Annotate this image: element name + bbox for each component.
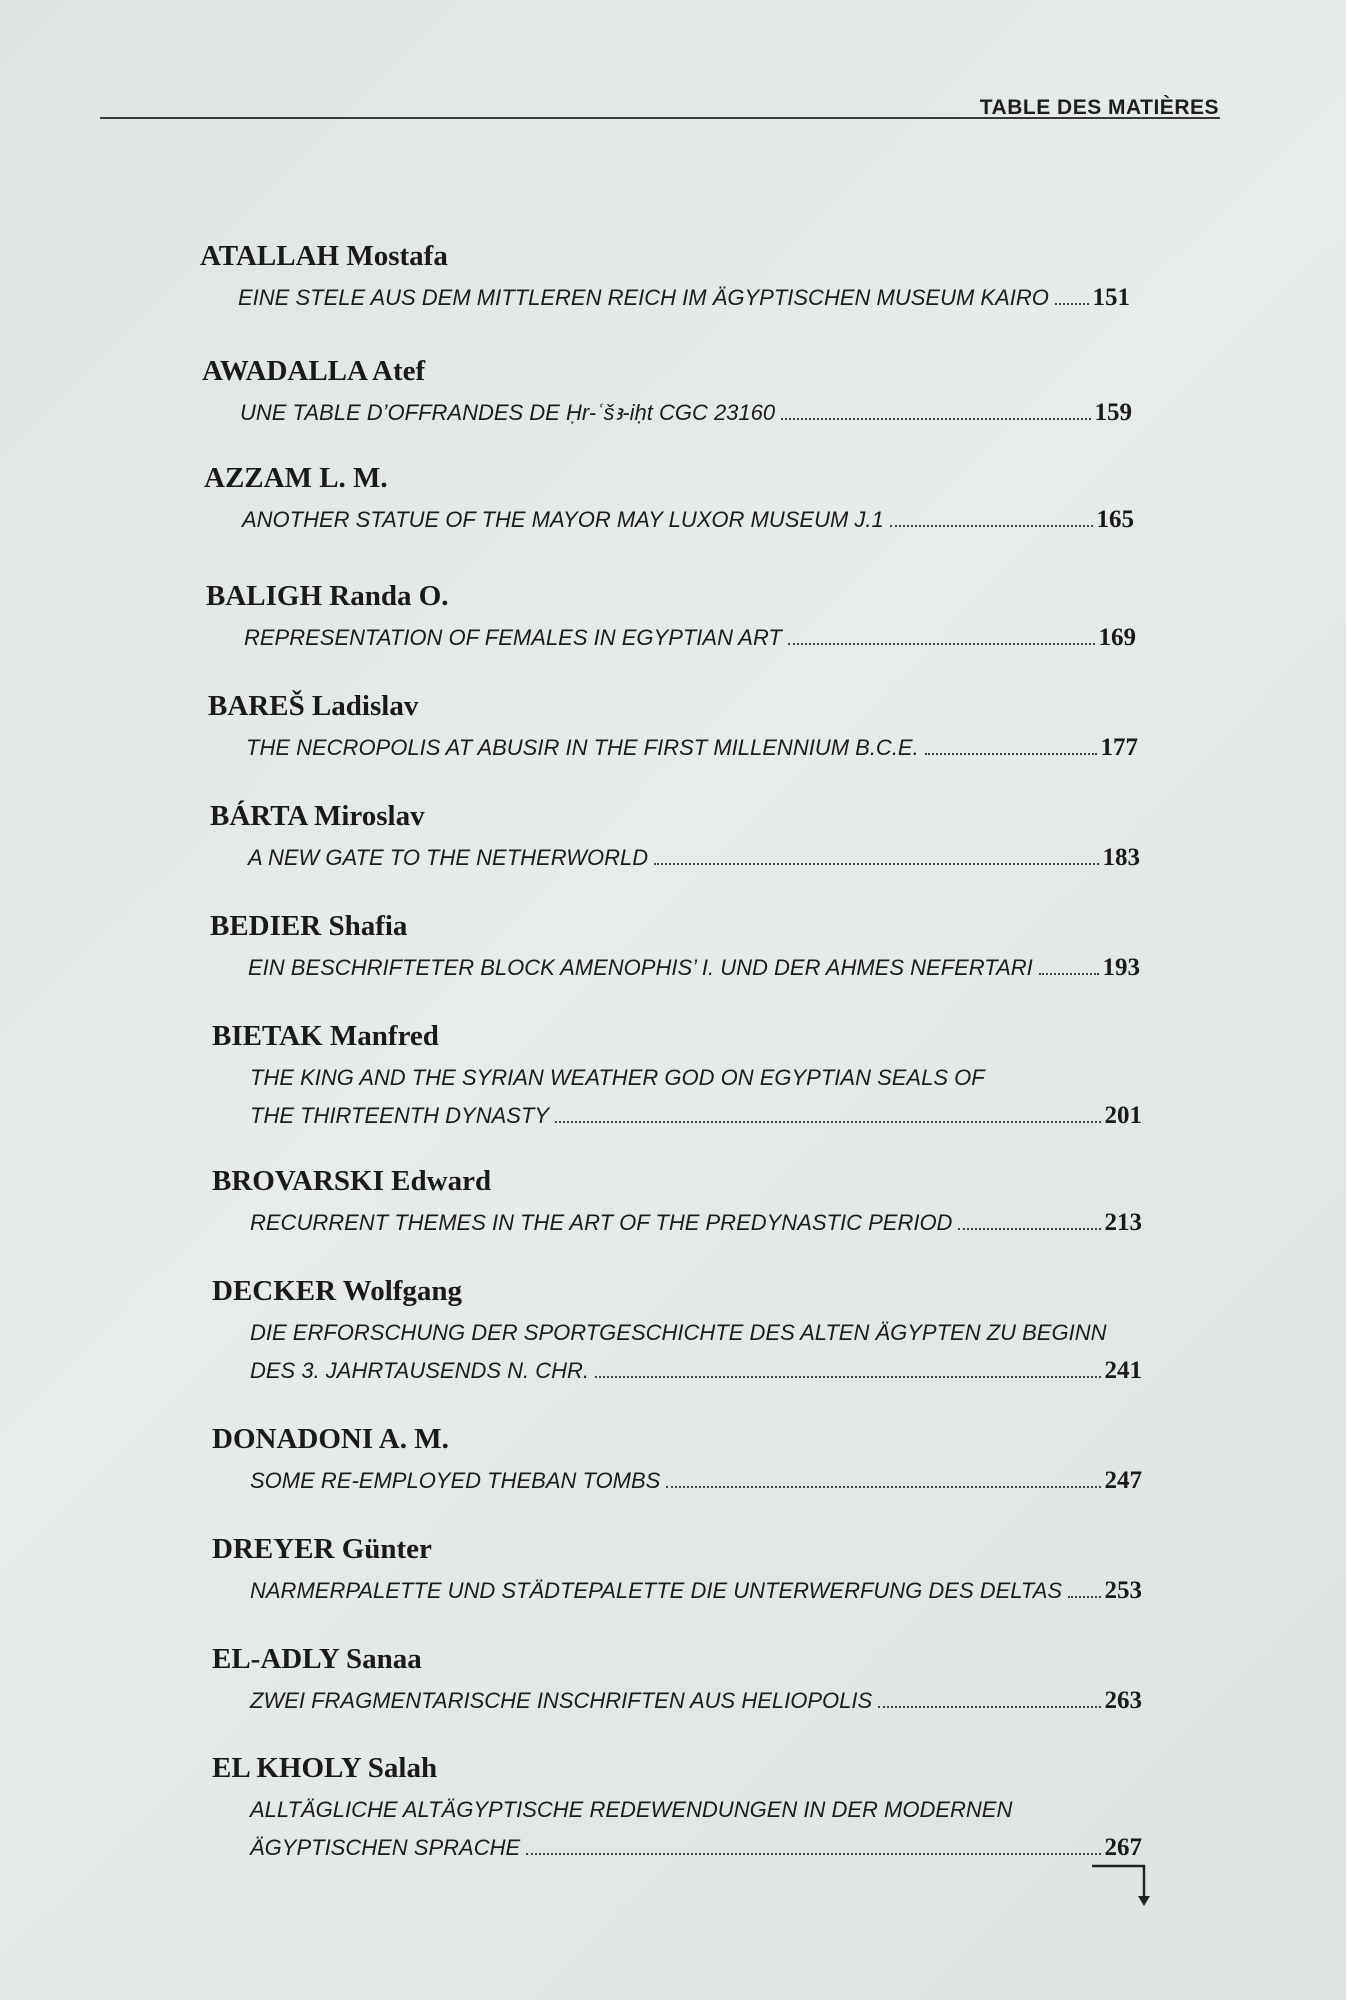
entry-page-number: 241 xyxy=(1104,1357,1142,1384)
entry-page-number: 169 xyxy=(1098,624,1136,651)
entry-title-text: A NEW GATE TO THE NETHERWORLD xyxy=(248,845,649,870)
dot-leader xyxy=(526,1853,1100,1855)
entry-page-number: 253 xyxy=(1104,1577,1142,1604)
dot-leader xyxy=(890,525,1093,527)
toc-entry xyxy=(212,1165,1142,1242)
entry-title-text: ALLTÄGLICHE ALTÄGYPTISCHE REDEWENDUNGEN IN DER MODERNEN xyxy=(250,1797,1013,1822)
dot-leader xyxy=(958,1228,1100,1230)
dot-leader xyxy=(925,753,1097,755)
dot-leader xyxy=(1055,303,1089,305)
entry-title-text: REPRESENTATION OF FEMALES IN EGYPTIAN ART xyxy=(244,625,782,650)
entry-author: ATALLAH Mostafa xyxy=(200,240,448,272)
entry-author: BALIGH Randa O. xyxy=(206,580,449,612)
entry-page-number: 151 xyxy=(1092,284,1130,311)
entry-author: BIETAK Manfred xyxy=(212,1020,439,1052)
entry-title-line xyxy=(250,1791,1142,1829)
entry-title-line xyxy=(250,1097,1142,1135)
entry-author: BROVARSKI Edward xyxy=(212,1165,492,1197)
entry-title-text: EIN BESCHRIFTETER BLOCK AMENOPHIS’ I. UND DER AHMES NEFERTARI xyxy=(248,955,1033,980)
entry-title-text: ZWEI FRAGMENTARISCHE INSCHRIFTEN AUS HELIOPOLIS xyxy=(250,1688,873,1713)
entry-title-line xyxy=(248,949,1140,987)
entry-author: BEDIER Shafia xyxy=(210,910,408,942)
dot-leader xyxy=(595,1376,1100,1378)
entry-page-number: 201 xyxy=(1104,1102,1142,1129)
entry-title-text: RECURRENT THEMES IN THE ART OF THE PREDYNASTIC PERIOD xyxy=(250,1210,953,1235)
dot-leader xyxy=(654,863,1098,865)
toc-entry xyxy=(204,462,1134,539)
entry-page-number: 193 xyxy=(1102,954,1140,981)
entry-author: AZZAM L. M. xyxy=(204,462,388,494)
entry-title-line xyxy=(250,1572,1142,1610)
toc-entry xyxy=(200,240,1130,317)
entry-title-text: THE KING AND THE SYRIAN WEATHER GOD ON EGYPTIAN SEALS OF xyxy=(250,1065,985,1090)
entry-title-text: THE NECROPOLIS AT ABUSIR IN THE FIRST MILLENNIUM B.C.E. xyxy=(246,735,919,760)
dot-leader xyxy=(878,1706,1100,1708)
entry-page-number: 267 xyxy=(1104,1834,1142,1861)
toc-entry xyxy=(210,910,1140,987)
toc-entry xyxy=(212,1533,1142,1610)
dot-leader xyxy=(555,1121,1100,1123)
entry-title-line xyxy=(244,619,1136,657)
entry-title-line xyxy=(242,501,1134,539)
toc-entry xyxy=(212,1643,1142,1720)
entry-title-text: DES 3. JAHRTAUSENDS N. CHR. xyxy=(250,1358,590,1383)
entry-title-line xyxy=(250,1314,1142,1352)
entry-page-number: 159 xyxy=(1094,399,1132,426)
entry-title-line xyxy=(238,279,1130,317)
entry-author: EL-ADLY Sanaa xyxy=(212,1643,422,1675)
toc-entry xyxy=(206,580,1136,657)
entry-title-line xyxy=(248,839,1140,877)
entry-title-text: ANOTHER STATUE OF THE MAYOR MAY LUXOR MUSEUM J.1 xyxy=(242,507,884,532)
toc-entry xyxy=(202,355,1132,432)
turn-down-arrow-icon xyxy=(1090,1860,1150,1910)
entry-author: BAREŠ Ladislav xyxy=(208,690,419,722)
dot-leader xyxy=(666,1486,1100,1488)
toc-entry xyxy=(210,800,1140,877)
entry-page-number: 165 xyxy=(1096,506,1134,533)
entry-title-text: SOME RE-EMPLOYED THEBAN TOMBS xyxy=(250,1468,661,1493)
entry-title-text: THE THIRTEENTH DYNASTY xyxy=(250,1103,550,1128)
entry-page-number: 213 xyxy=(1104,1209,1142,1236)
dot-leader xyxy=(781,418,1090,420)
entry-title-line xyxy=(240,394,1132,432)
entry-page-number: 183 xyxy=(1102,844,1140,871)
toc-entry xyxy=(212,1423,1142,1500)
dot-leader xyxy=(788,643,1095,645)
entry-title-line xyxy=(250,1462,1142,1500)
entry-author: EL KHOLY Salah xyxy=(212,1752,438,1784)
entry-title-line xyxy=(246,729,1138,767)
toc-entry xyxy=(208,690,1138,767)
toc-entry xyxy=(212,1752,1142,1867)
entry-title-line xyxy=(250,1829,1142,1867)
entry-page-number: 177 xyxy=(1100,734,1138,761)
entry-title-line xyxy=(250,1682,1142,1720)
entry-title-line xyxy=(250,1059,1142,1097)
entry-author: DREYER Günter xyxy=(212,1533,432,1565)
entry-title-text: EINE STELE AUS DEM MITTLEREN REICH IM ÄGYPTISCHEN MUSEUM KAIRO xyxy=(238,285,1049,310)
entry-title-line xyxy=(250,1204,1142,1242)
entry-title-text: UNE TABLE D’OFFRANDES DE Ḥr-ʿšꜣ-iḥt CGC 23160 xyxy=(240,400,776,425)
toc-entry xyxy=(212,1275,1142,1390)
entry-author: DONADONI A. M. xyxy=(212,1423,449,1455)
entry-title-line xyxy=(250,1352,1142,1390)
entry-title-text: NARMERPALETTE UND STÄDTEPALETTE DIE UNTERWERFUNG DES DELTAS xyxy=(250,1578,1063,1603)
entry-title-text: DIE ERFORSCHUNG DER SPORTGESCHICHTE DES ALTEN ÄGYPTEN ZU BEGINN xyxy=(250,1320,1107,1345)
entry-page-number: 247 xyxy=(1104,1467,1142,1494)
dot-leader xyxy=(1039,973,1099,975)
page-header-title: TABLE DES MATIÈRES xyxy=(979,96,1219,119)
entry-author: AWADALLA Atef xyxy=(202,355,426,387)
dot-leader xyxy=(1068,1596,1100,1598)
toc-entry xyxy=(212,1020,1142,1135)
entry-author: BÁRTA Miroslav xyxy=(210,800,425,832)
entry-author: DECKER Wolfgang xyxy=(212,1275,463,1307)
entry-title-text: ÄGYPTISCHEN SPRACHE xyxy=(250,1835,521,1860)
entry-page-number: 263 xyxy=(1104,1687,1142,1714)
